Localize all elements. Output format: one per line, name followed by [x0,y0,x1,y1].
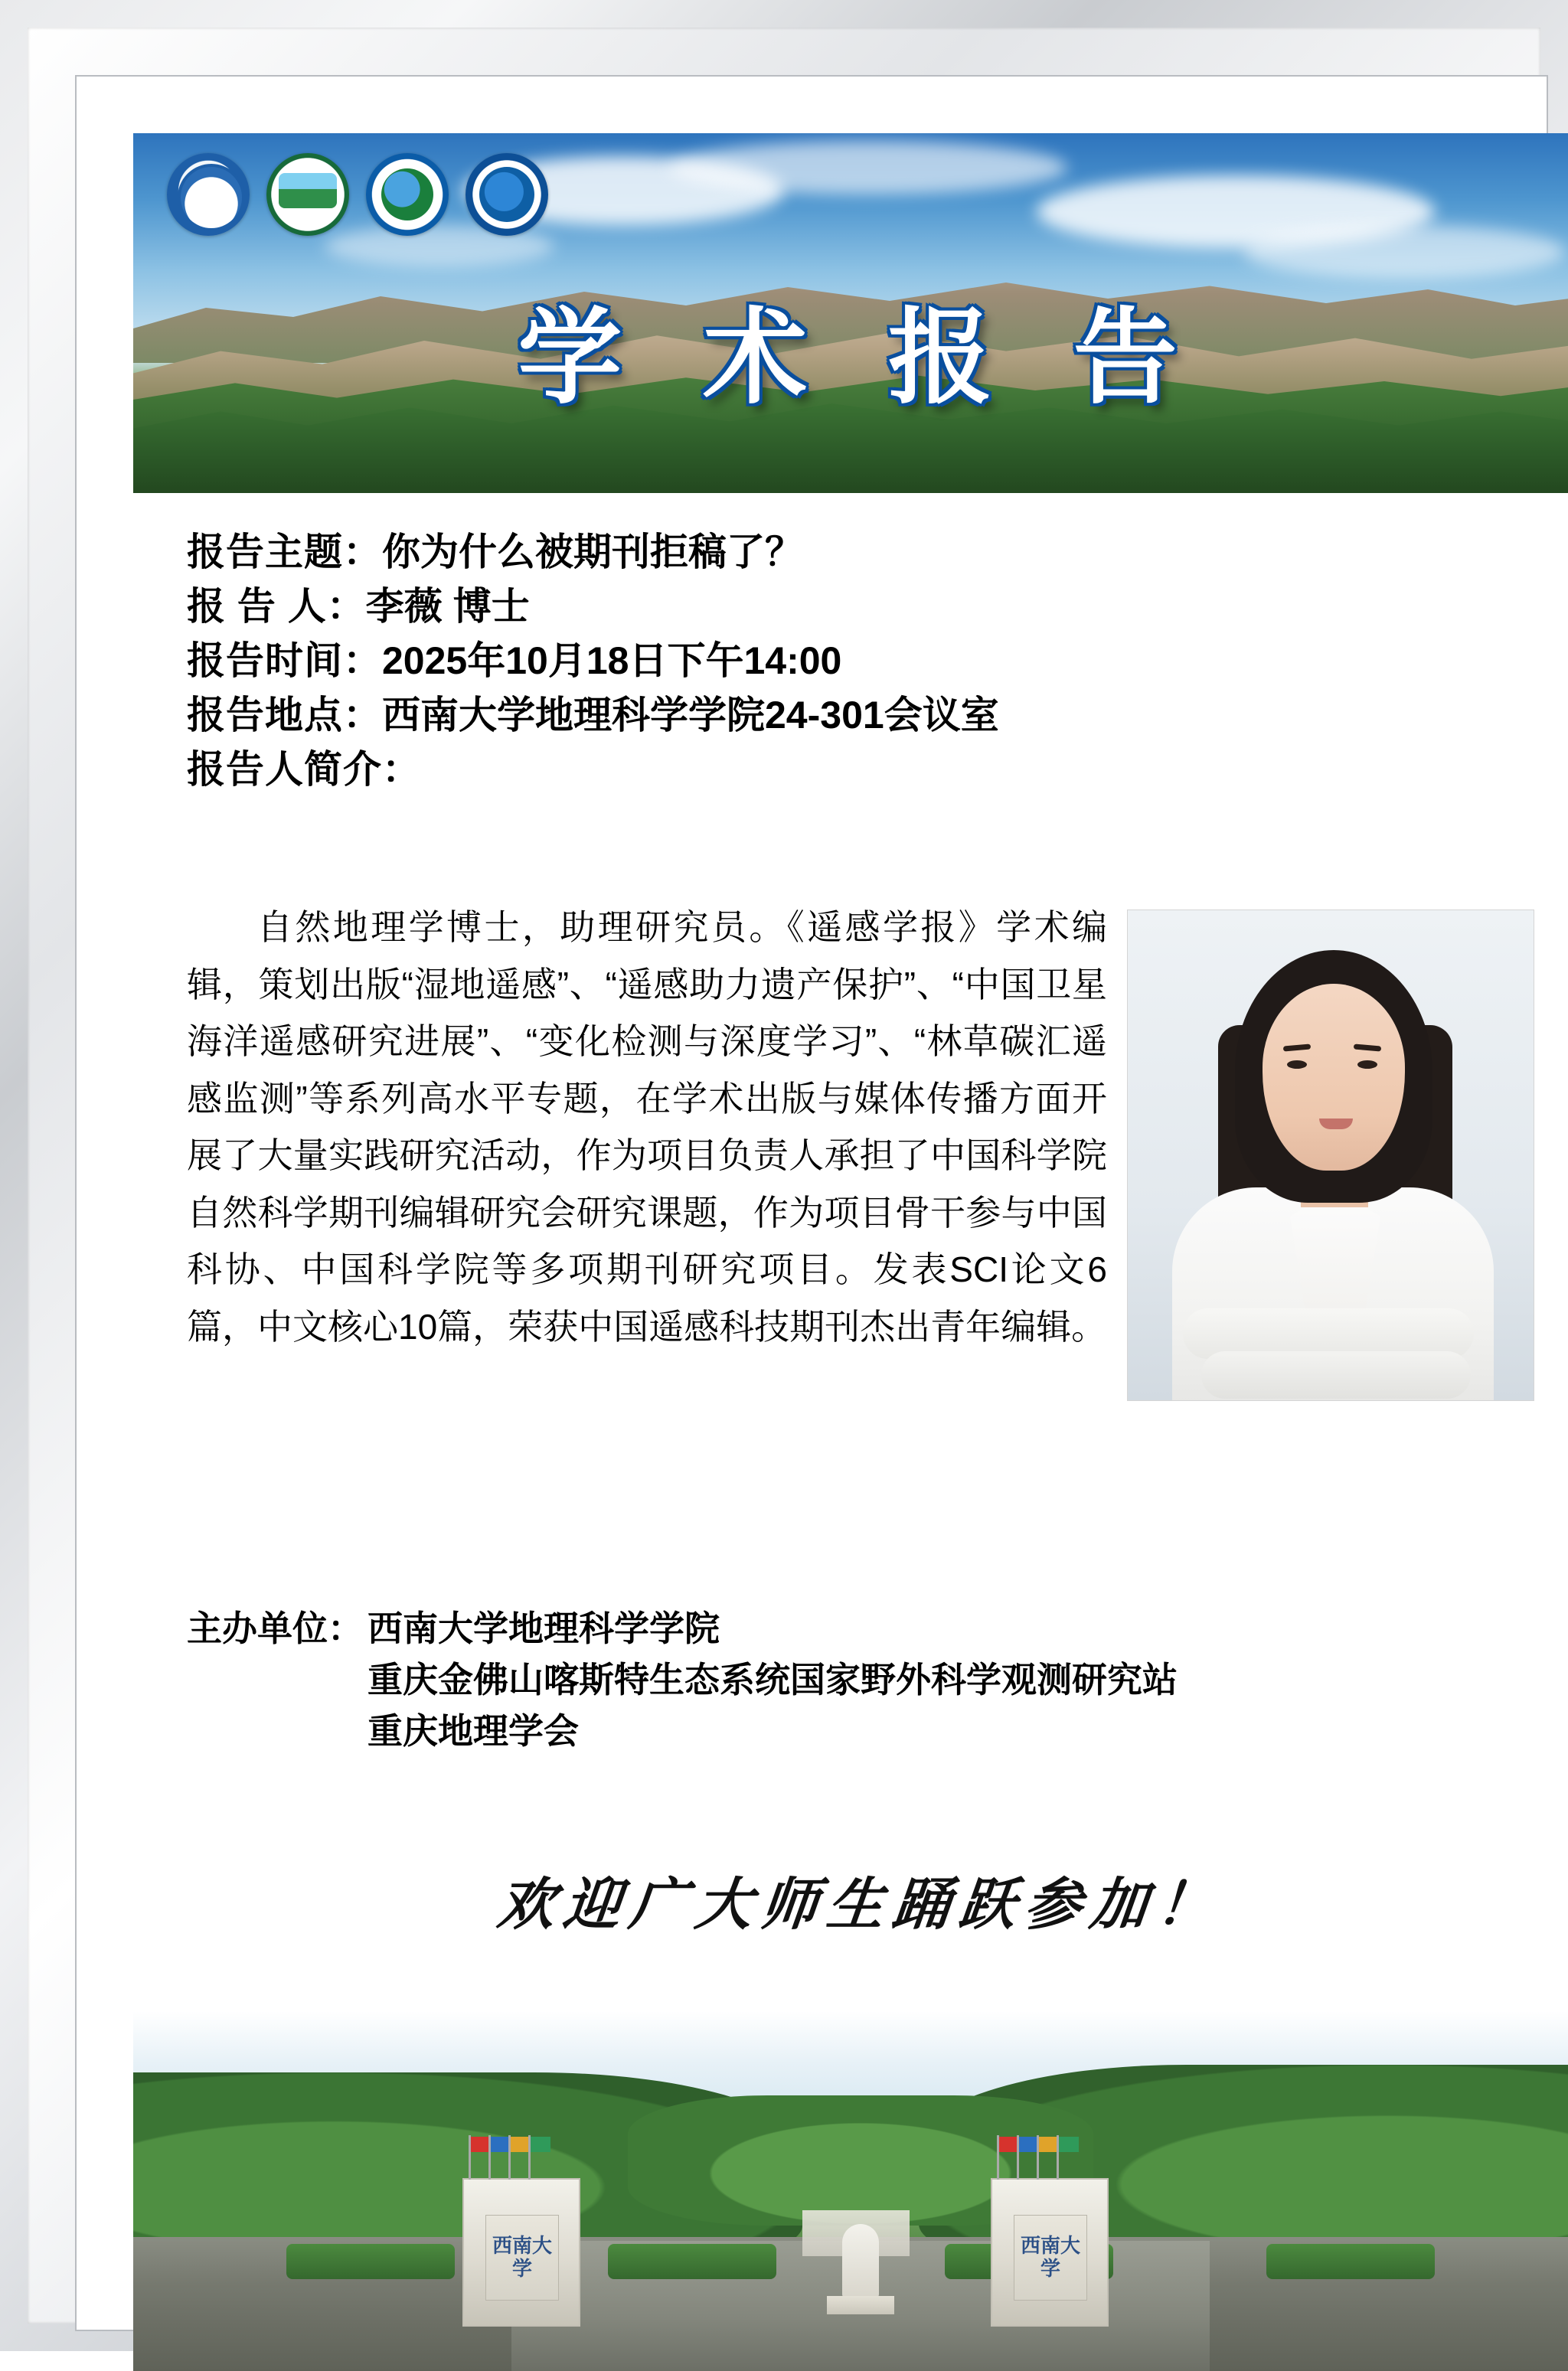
info-row-time [187,634,1534,688]
info-row-topic [187,525,1534,580]
poster-mid-frame [28,28,1540,2324]
logo-southwest-university-icon [167,153,250,236]
info-label-bio: 报告人简介： [187,748,421,791]
photo-face [1263,984,1405,1171]
flag-row-left [469,2135,541,2180]
flag-icon [488,2135,501,2180]
organizer-item: 重庆金佛山喀斯特生态系统国家野外科学观测研究站 [368,1660,1178,1700]
flag-icon [1017,2135,1029,2180]
poster-banner-title: 学 术 报 告 [518,299,1204,416]
cloud-decoration [669,141,1067,194]
flag-row-right [997,2135,1069,2180]
poster-canvas [133,133,1568,2371]
campus-hedge [1266,2244,1435,2279]
campus-hedge [608,2244,776,2279]
welcome-message: 欢迎广大师生踊跃参加！ [494,1874,1226,1937]
flag-icon [528,2135,541,2180]
flag-icon [997,2135,1009,2180]
organizers-row [187,1603,1534,1757]
info-row-bio-heading [187,743,1534,797]
header-banner [133,133,1568,493]
campus-hedge [286,2244,455,2279]
organizers-list [368,1603,1178,1757]
info-label-topic: 报告主题： [187,531,382,573]
campus-gate-pillar-left [462,2178,580,2327]
info-label-speaker: 报 告 人： [187,585,366,628]
info-value-speaker: 李薇 博士 [365,585,530,628]
gate-plaque-right: 西南大学 [1014,2215,1087,2301]
flag-icon [1037,2135,1049,2180]
gate-plaque-left: 西南大学 [485,2215,559,2301]
info-row-speaker [187,580,1534,634]
flag-icon [469,2135,481,2180]
info-label-time: 报告时间： [187,639,382,682]
poster-inner-border [75,75,1548,2331]
organizers-label: 主办单位： [187,1608,363,1648]
organizer-item: 西南大学地理科学学院 [368,1608,720,1648]
campus-photo [133,2011,1568,2371]
cloud-decoration [1243,225,1565,279]
bio-section [187,899,1534,1409]
photo-eye-left [1287,1060,1307,1069]
speaker-photo [1127,910,1534,1401]
info-value-topic: 你为什么被期刊拒稿了？ [382,531,803,573]
organizers-block [187,1603,1534,1757]
logo-jinfoshan-station-icon [266,153,349,236]
photo-eye-right [1357,1060,1377,1069]
bio-paragraph: 自然地理学博士，助理研究员。《遥感学报》学术编辑，策划出版“湿地遥感”、“遥感助力遗产保护”、“中国卫星海洋遥感研究进展”、“变化检测与深度学习”、“林草碳汇遥感监测”等系列高水平专题，在学术出版与媒体传播方面开展了大量实践研究活动，作为项目负责人承担了中国科学院自然科学期刊编辑研究会研究课题，作为项目骨干参与中国科协、中国科学院等多项期刊研究项目。发表SCI论文6篇，中文核心10篇，荣获中国遥感科技期刊杰出青年编辑。 [187,907,1107,1347]
photo-arm-lower [1201,1351,1471,1399]
campus-gate-pillar-right [991,2178,1109,2327]
organizer-item: 重庆地理学会 [368,1711,579,1752]
info-value-venue: 西南大学地理科学学院24-301会议室 [382,694,999,736]
info-row-venue [187,688,1534,743]
flag-icon [508,2135,521,2180]
info-block [133,493,1568,797]
logo-row [167,153,548,236]
flag-icon [1057,2135,1069,2180]
logo-chongqing-geographical-society-icon [366,153,449,236]
campus-statue [842,2224,879,2298]
logo-remote-sensing-data-network-icon [466,153,548,236]
info-label-venue: 报告地点： [187,694,382,736]
info-value-time: 2025年10月18日下午14:00 [382,639,842,682]
